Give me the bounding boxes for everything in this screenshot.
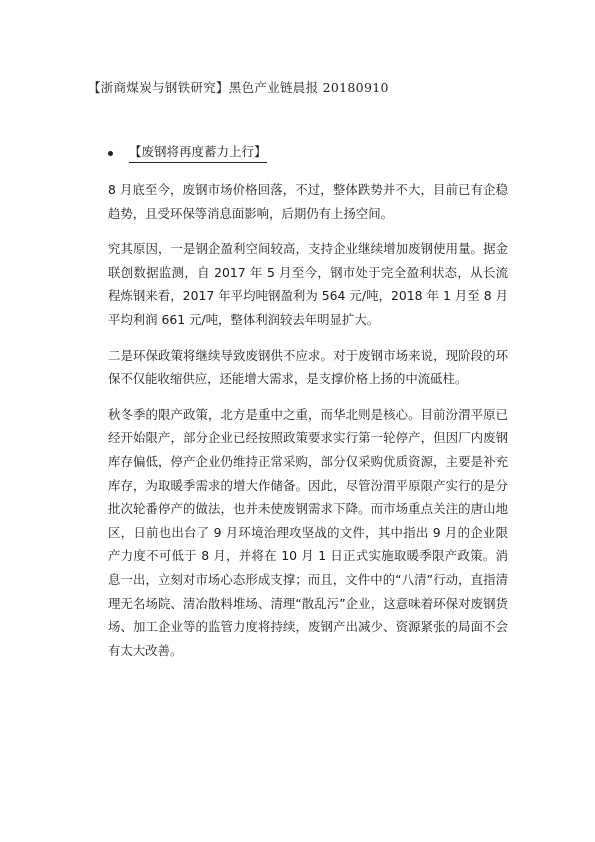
paragraph-3: 二是环保政策将继续导致废钢供不应求。对于废钢市场来说，现阶段的环保不仅能收缩供应，还能增大需求，是支撑价格上扬的中流砥柱。: [108, 347, 508, 387]
paragraph-2: 究其原因，一是钢企盈利空间较高，支持企业继续增加废钢使用量。据金联创数据监测，自 2017 年 5 月至今，钢市处于完全盈利状态，从长流程炼钢来看，2017 年平均吨钢盈利为 564 元/吨，2018 年 1 月至 8 月平均利润 661 元/吨，整体利润较去年明显扩大。: [108, 241, 508, 327]
paragraph-4: 秋冬季的限产政策，北方是重中之重，而华北则是核心。目前汾渭平原已经开始限产，部分企业已经按照政策要求实行第一轮停产，但因厂内废钢库存偏低，停产企业仍维持正常采购，部分仅采购优质资源，主要是补充库存，为取暖季需求的增大作储备。因此，尽管汾渭平原限产实行的是分批次轮番停产的做法，也并未使废钢需求下降。而市场重点关注的唐山地区，日前也出台了 9 月环境治理攻坚战的文件，其中指出 9 月的企业限产力度不可低于 8 月，并将在 10 月 1 日正式实施取暖季限产政策。消息一出，立刻对市场心态形成支撑；而且，文件中的“八清”行动，直指清理无名场院、清冶散料堆场、清理“散乱污”企业，这意味着环保对废钢货场、加工企业等的监管力度将持续，废钢产出减少、资源紧张的局面不会有太大改善。: [108, 406, 508, 658]
section-bullet-item: [108, 143, 267, 163]
paragraph-1: 8 月底至今，废钢市场价格回落，不过，整体跌势并不大，目前已有企稳趋势，且受环保等消息面影响，后期仍有上扬空间。: [108, 182, 508, 221]
article-body: [108, 178, 508, 674]
bullet-icon: [108, 151, 113, 156]
report-title: 【浙商煤炭与钢铁研究】黑色产业链晨报 20180910: [88, 80, 389, 95]
section-heading: 【废钢将再度蓄力上行】: [129, 143, 267, 163]
